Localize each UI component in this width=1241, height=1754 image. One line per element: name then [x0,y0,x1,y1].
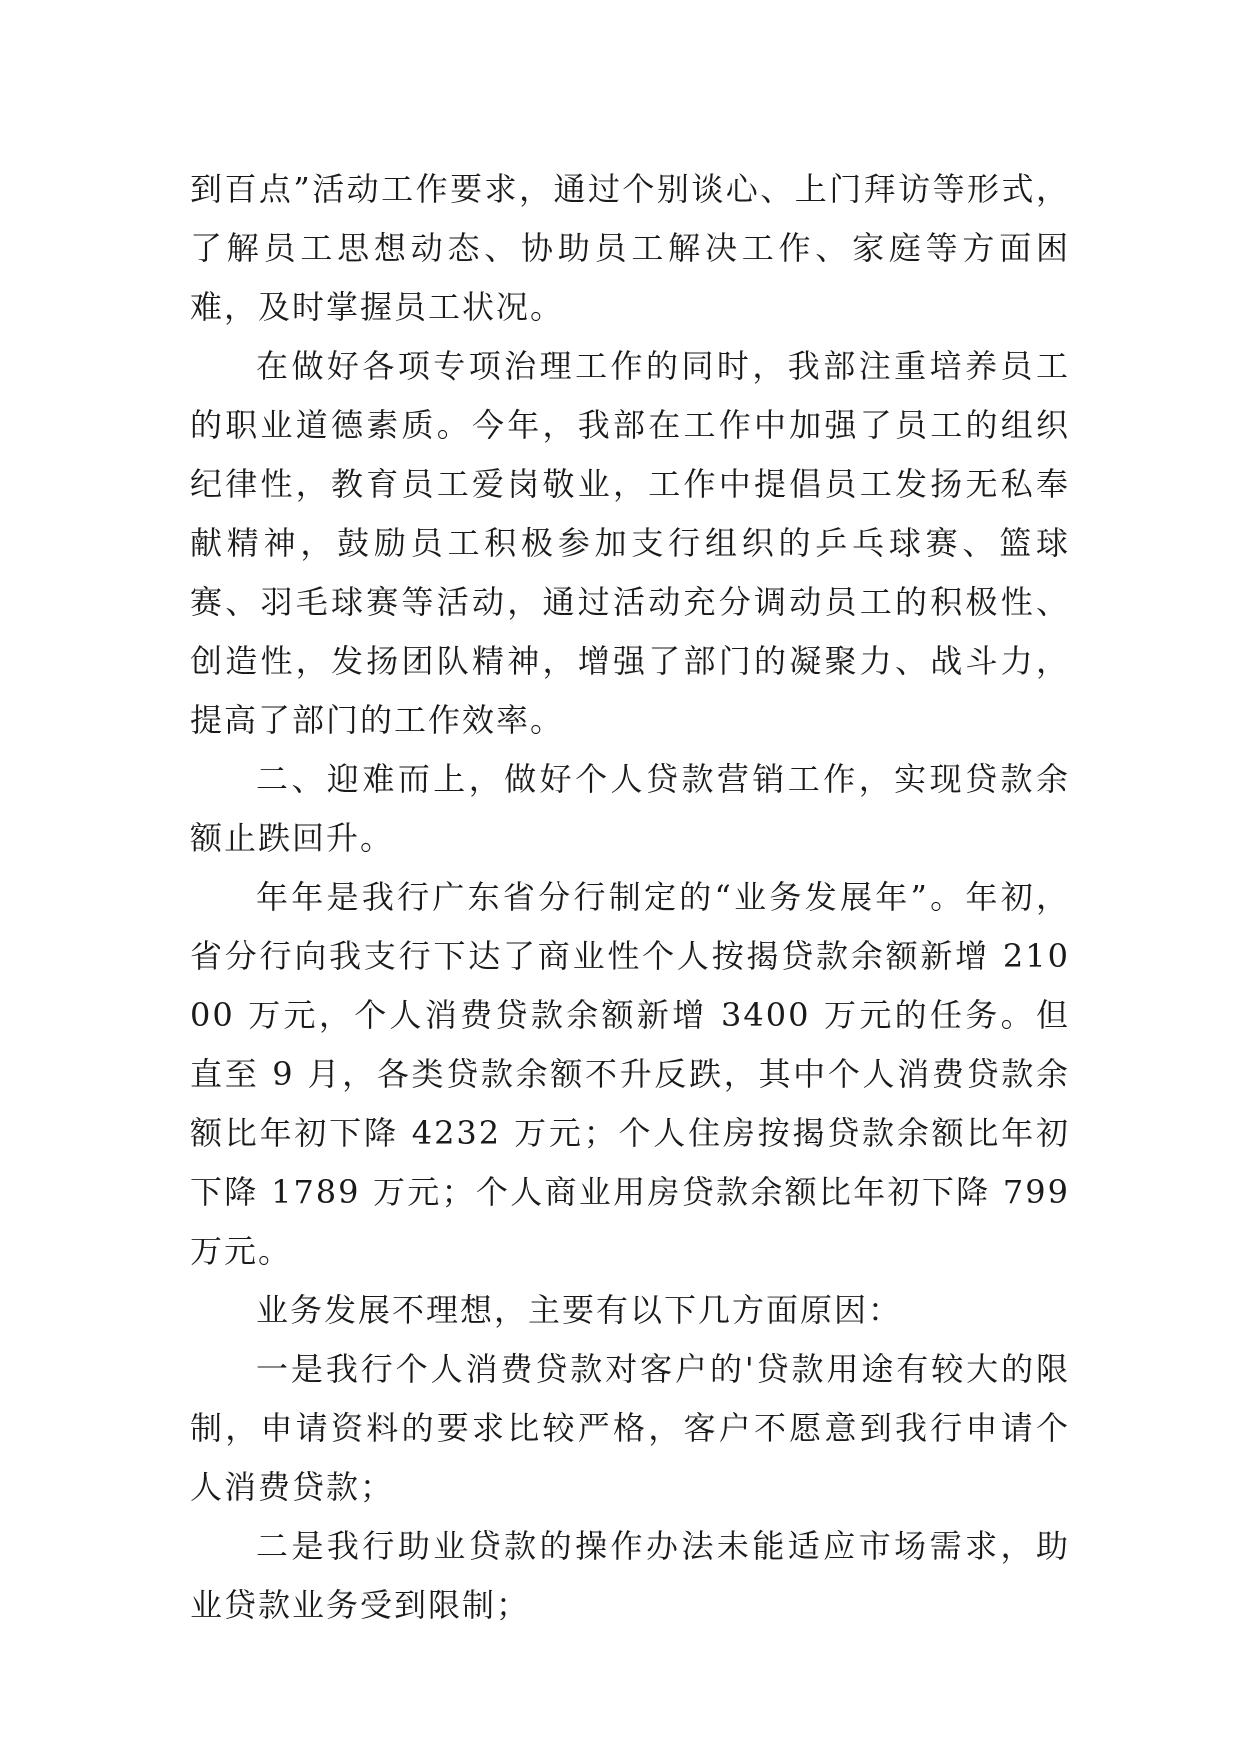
paragraph-continuation: 到百点”活动工作要求，通过个别谈心、上门拜访等形式，了解员工思想动态、协助员工解决工作、家庭等方面困难，及时掌握员工状况。 [190,170,1070,326]
section-heading-loan-marketing: 二、迎难而上，做好个人贷款营销工作，实现贷款余额止跌回升。 [190,760,1070,857]
paragraph-reason-one: 一是我行个人消费贷款对客户的'贷款用途有较大的限制，申请资料的要求比较严格，客户不愿意到我行申请个人消费贷款； [190,1350,1070,1506]
paragraph-business-year: 年年是我行广东省分行制定的“业务发展年”。年初，省分行向我支行下达了商业性个人按揭贷款余额新增 21000 万元，个人消费贷款余额新增 3400 万元的任务。但直至 9 月，各类贷款余额不升反跌，其中个人消费贷款余额比年初下降 4232 万元；个人住房按揭贷款余额比年初下降 1789 万元；个人商业用房贷款余额比年初下降 799 万元。 [190,878,1070,1270]
paragraph-professional-ethics: 在做好各项专项治理工作的同时，我部注重培养员工的职业道德素质。今年，我部在工作中加强了员工的组织纪律性，教育员工爱岗敬业，工作中提倡员工发扬无私奉献精神，鼓励员工积极参加支行组织的乒乓球赛、篮球赛、羽毛球赛等活动，通过活动充分调动员工的积极性、创造性，发扬团队精神，增强了部门的凝聚力、战斗力，提高了部门的工作效率。 [190,347,1070,739]
paragraph-reason-two: 二是我行助业贷款的操作办法未能适应市场需求，助业贷款业务受到限制； [190,1527,1070,1624]
paragraph-reasons-intro: 业务发展不理想，主要有以下几方面原因： [256,1291,903,1329]
document-body [190,160,1070,1635]
